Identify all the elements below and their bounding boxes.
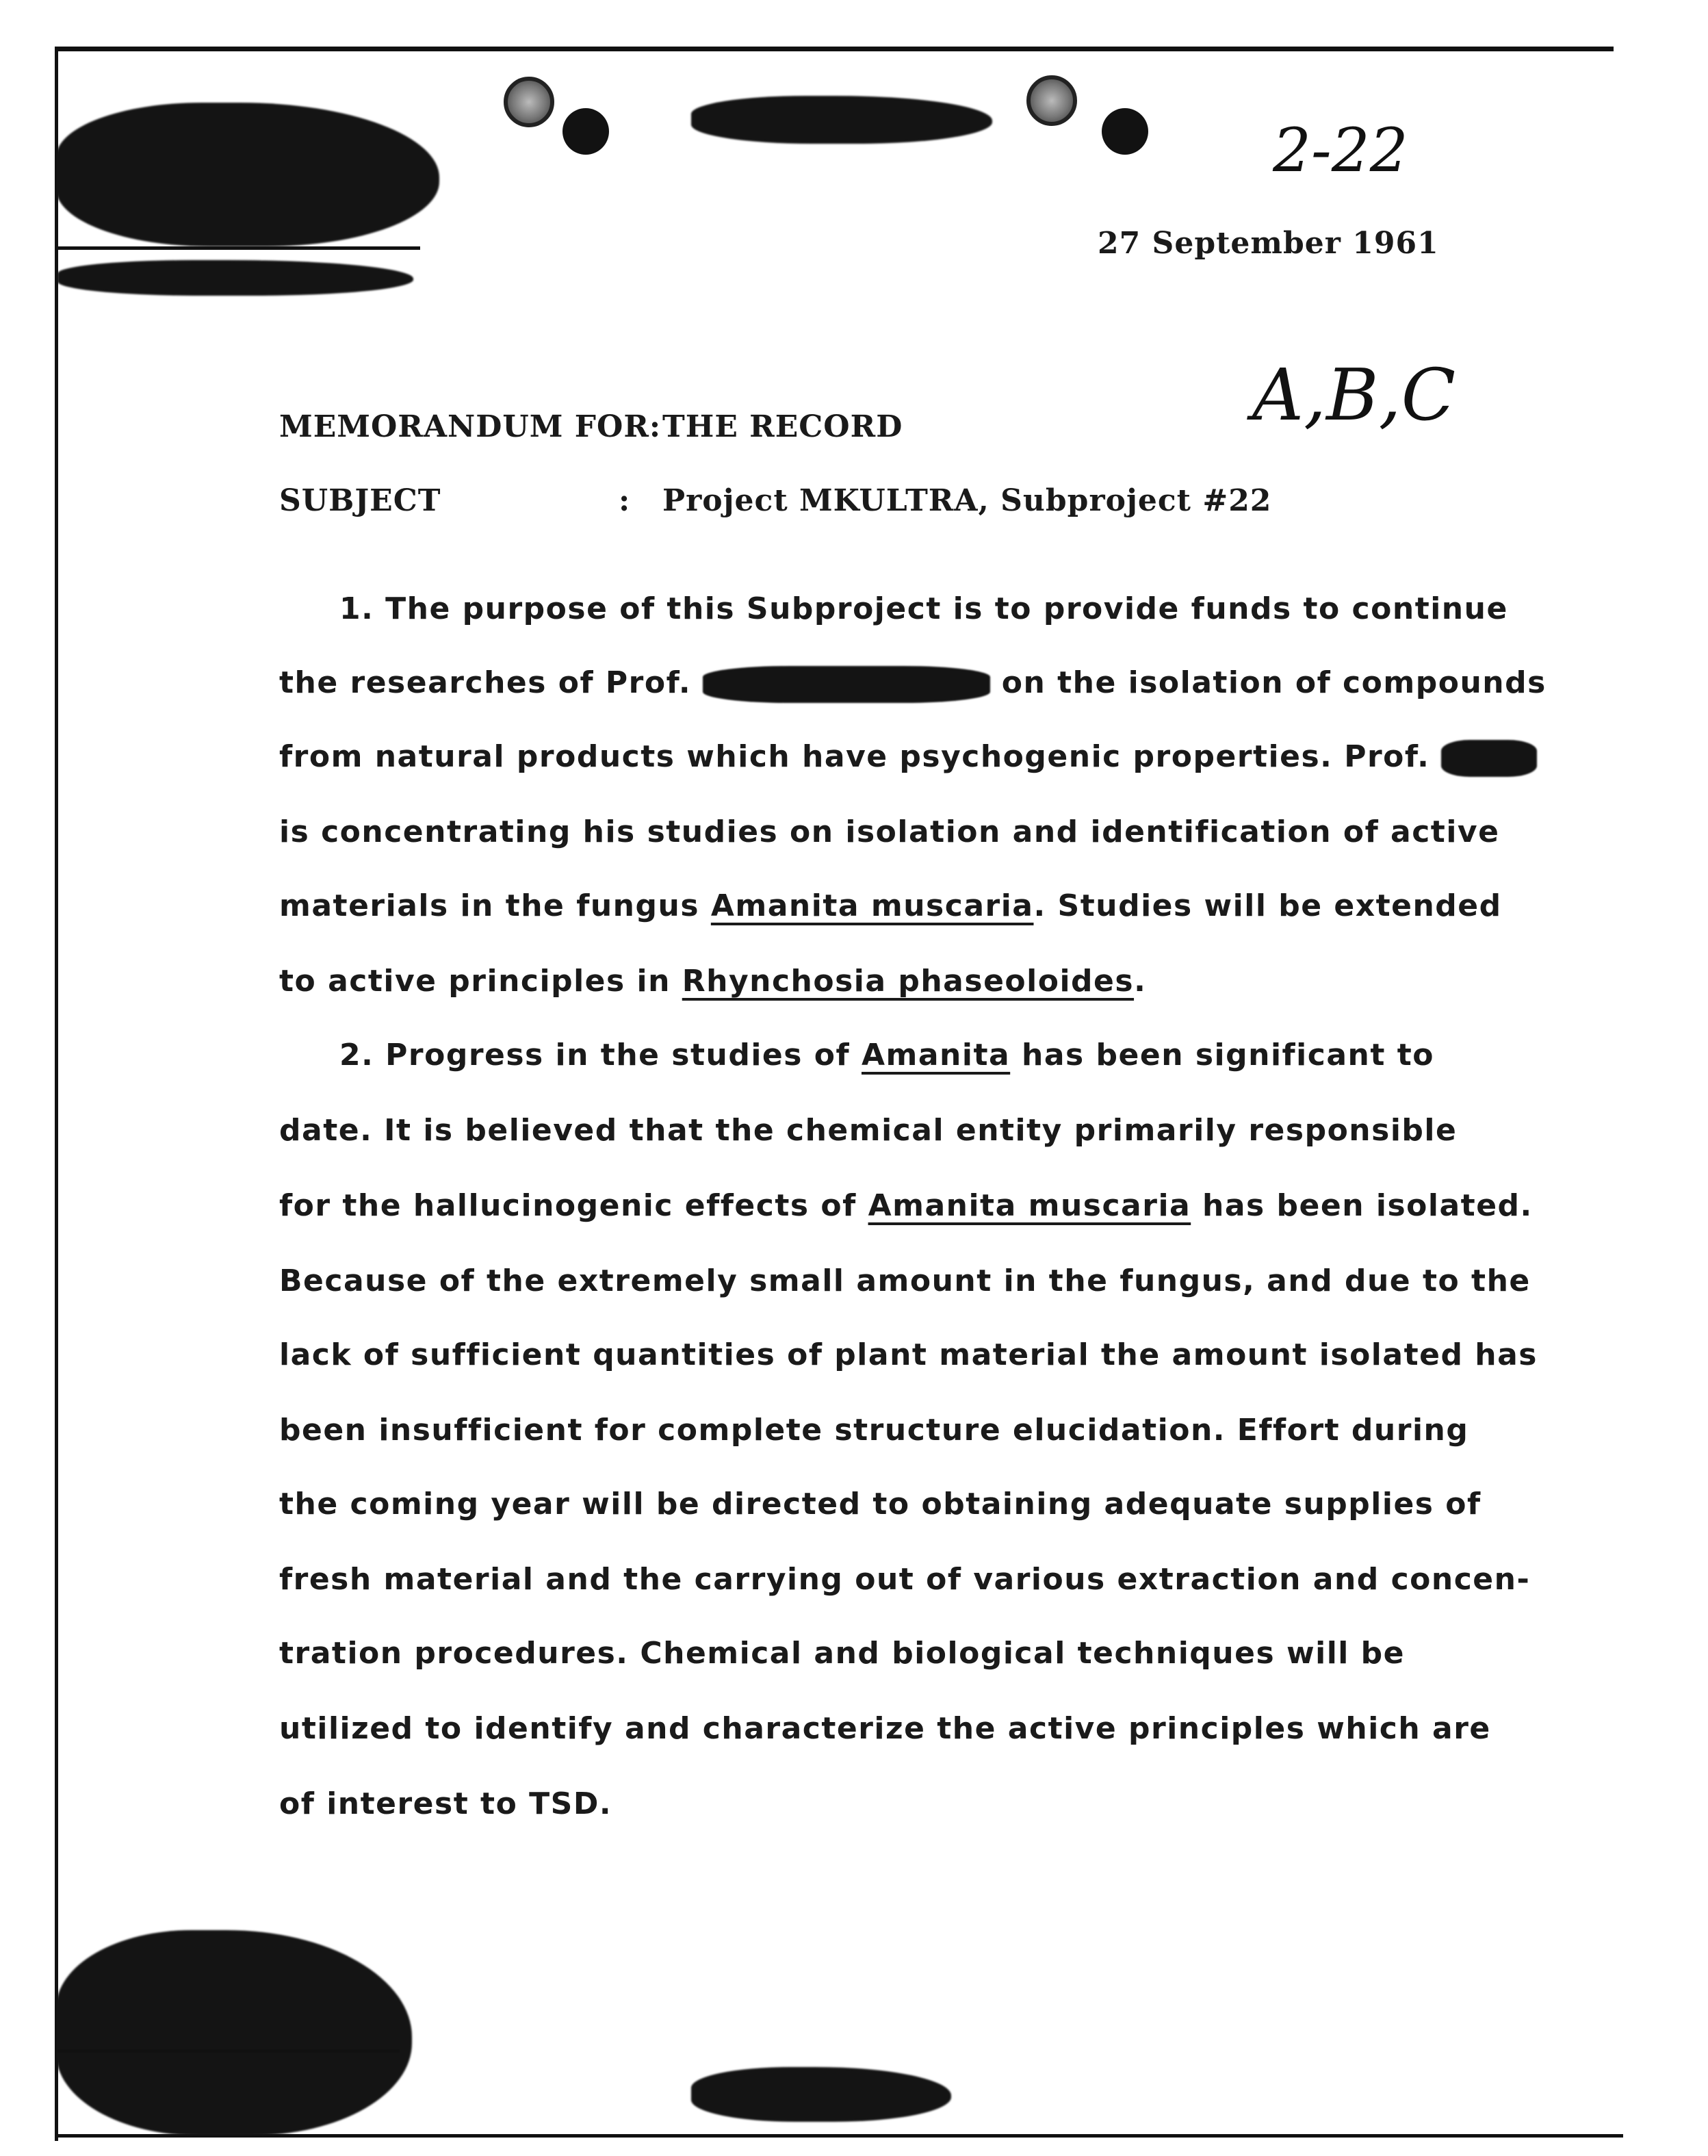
para1-line-6-end: . xyxy=(1134,964,1147,999)
punch-hole-3 xyxy=(1026,75,1077,126)
para2-line-4: Because of the extremely small amount in the fungus, and due to the xyxy=(279,1263,1531,1298)
handwritten-abc: A,B,C xyxy=(1252,353,1456,437)
para2-line-2: date. It is believed that the chemical entity primarily responsible xyxy=(279,1113,1458,1148)
para1-line-3-text: from natural products which have psychogenic properties. Prof. xyxy=(279,739,1430,774)
punch-hole-4 xyxy=(1102,108,1148,155)
header-rule xyxy=(57,246,420,250)
para2-line-10: utilized to identify and characterize the active principles which are xyxy=(279,1711,1491,1746)
para1-line-3 xyxy=(279,739,1537,777)
redaction-professor-name xyxy=(703,666,990,703)
para2-line-3-start: for the hallucinogenic effects of xyxy=(279,1188,868,1223)
footer-rule xyxy=(57,2049,400,2053)
memo-date: 27 September 1961 xyxy=(1098,226,1439,261)
para2-line-1-start: 2. Progress in the studies of xyxy=(339,1038,862,1073)
para1-line-1: 1. The purpose of this Subproject is to provide funds to continue xyxy=(339,591,1508,626)
document-number-stamp: 2-22 xyxy=(1273,115,1408,185)
redaction-footer-center xyxy=(691,2067,951,2122)
para1-line-2 xyxy=(279,665,1547,703)
para1-line-5-end: . Studies will be extended xyxy=(1033,888,1502,923)
para1-line-2-end: on the isolation of compounds xyxy=(1001,665,1547,700)
redaction-header-left-under xyxy=(57,260,413,296)
para2-species-amanita: Amanita xyxy=(861,1038,1011,1073)
para2-line-7: the coming year will be directed to obtaining adequate supplies of xyxy=(279,1487,1481,1522)
para1-species-rhynchosia: Rhynchosia phaseoloides xyxy=(682,964,1135,999)
para2-line-6: been insufficient for complete structure elucidation. Effort during xyxy=(279,1413,1469,1448)
para2-line-8: fresh material and the carrying out of various extraction and concen- xyxy=(279,1562,1531,1597)
para2-line-5: lack of sufficient quantities of plant material the amount isolated has xyxy=(279,1337,1538,1372)
memo-for-value: THE RECORD xyxy=(662,409,903,444)
para2-line-1-end: has been significant to xyxy=(1010,1038,1434,1073)
para1-line-2-start: the researches of Prof. xyxy=(279,665,692,700)
subject-value: Project MKULTRA, Subproject #22 xyxy=(662,483,1272,518)
subject-label: SUBJECT xyxy=(279,483,441,518)
redaction-header-left xyxy=(56,103,439,246)
redaction-professor-name-2 xyxy=(1441,740,1537,777)
para1-species-amanita-muscaria: Amanita muscaria xyxy=(710,888,1034,923)
subject-colon: : xyxy=(619,483,631,518)
para2-line-1 xyxy=(339,1038,1434,1073)
para1-line-6-start: to active principles in xyxy=(279,964,682,999)
para2-species-amanita-muscaria: Amanita muscaria xyxy=(868,1188,1191,1223)
memo-for-label: MEMORANDUM FOR: xyxy=(279,409,662,444)
redaction-footer-left xyxy=(56,1930,412,2135)
page-top-border xyxy=(56,47,1614,51)
para2-line-9: tration procedures. Chemical and biological techniques will be xyxy=(279,1636,1406,1671)
para2-line-3-end: has been isolated. xyxy=(1191,1188,1533,1223)
page-left-border xyxy=(55,47,58,2141)
punch-hole-2 xyxy=(562,108,609,155)
page-bottom-border xyxy=(56,2134,1623,2138)
punch-hole-1 xyxy=(504,77,554,127)
para1-line-6 xyxy=(279,964,1146,999)
para1-line-5-start: materials in the fungus xyxy=(279,888,711,923)
para1-line-5 xyxy=(279,888,1502,923)
redaction-header-center xyxy=(691,96,992,144)
para1-line-4: is concentrating his studies on isolation and identification of active xyxy=(279,814,1500,849)
para2-line-11: of interest to TSD. xyxy=(279,1786,612,1821)
para2-line-3 xyxy=(279,1188,1533,1223)
